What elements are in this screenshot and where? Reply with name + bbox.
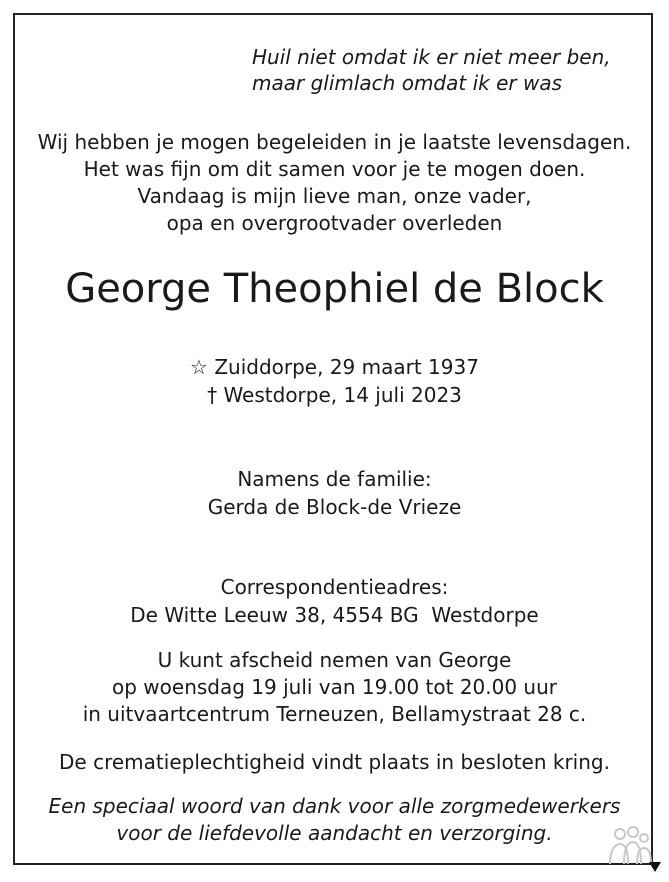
family-heading: Namens de familie: <box>237 467 432 491</box>
correspondence-section <box>0 573 669 629</box>
family-people-icon <box>606 826 654 866</box>
thanks-line: voor de liefdevolle aandacht en verzorging. <box>116 821 553 845</box>
intro-line: Het was fijn om dit samen voor je te mogen doen. <box>83 157 586 181</box>
birth-line <box>0 353 669 381</box>
intro-line: Wij hebben je mogen begeleiden in je laatste levensdagen. <box>37 130 632 154</box>
death-text: Westdorpe, 14 juli 2023 <box>223 383 462 407</box>
farewell-section <box>0 647 669 728</box>
motto-line: Huil niet omdat ik er niet meer ben, <box>252 45 611 69</box>
thanks-line: Een speciaal woord van dank voor alle zorgmedewerkers <box>48 794 621 818</box>
correspondence-address: De Witte Leeuw 38, 4554 BG Westdorpe <box>130 603 539 627</box>
life-dates <box>0 353 669 409</box>
deceased-name: George Theophiel de Block <box>65 266 604 312</box>
cross-icon: † <box>207 383 218 407</box>
intro-text <box>0 129 669 237</box>
motto <box>252 44 611 96</box>
cremation-note: De crematieplechtigheid vindt plaats in besloten kring. <box>59 750 610 774</box>
intro-line: opa en overgrootvader overleden <box>166 211 503 235</box>
farewell-line: U kunt afscheid nemen van George <box>157 648 512 672</box>
farewell-line: op woensdag 19 juli van 19.00 tot 20.00 uur <box>112 675 557 699</box>
motto-line: maar glimlach omdat ik er was <box>252 71 562 95</box>
family-section <box>0 465 669 521</box>
death-line <box>0 381 669 409</box>
intro-line: Vandaag is mijn lieve man, onze vader, <box>137 184 532 208</box>
correspondence-heading: Correspondentieadres: <box>220 575 449 599</box>
farewell-line: in uitvaartcentrum Terneuzen, Bellamystraat 28 c. <box>82 702 587 726</box>
star-icon: ☆ <box>190 355 208 379</box>
triangle-down-icon[interactable] <box>648 860 662 874</box>
birth-text: Zuiddorpe, 29 maart 1937 <box>214 355 479 379</box>
family-name: Gerda de Block-de Vrieze <box>207 495 462 519</box>
thanks-note <box>0 793 669 847</box>
